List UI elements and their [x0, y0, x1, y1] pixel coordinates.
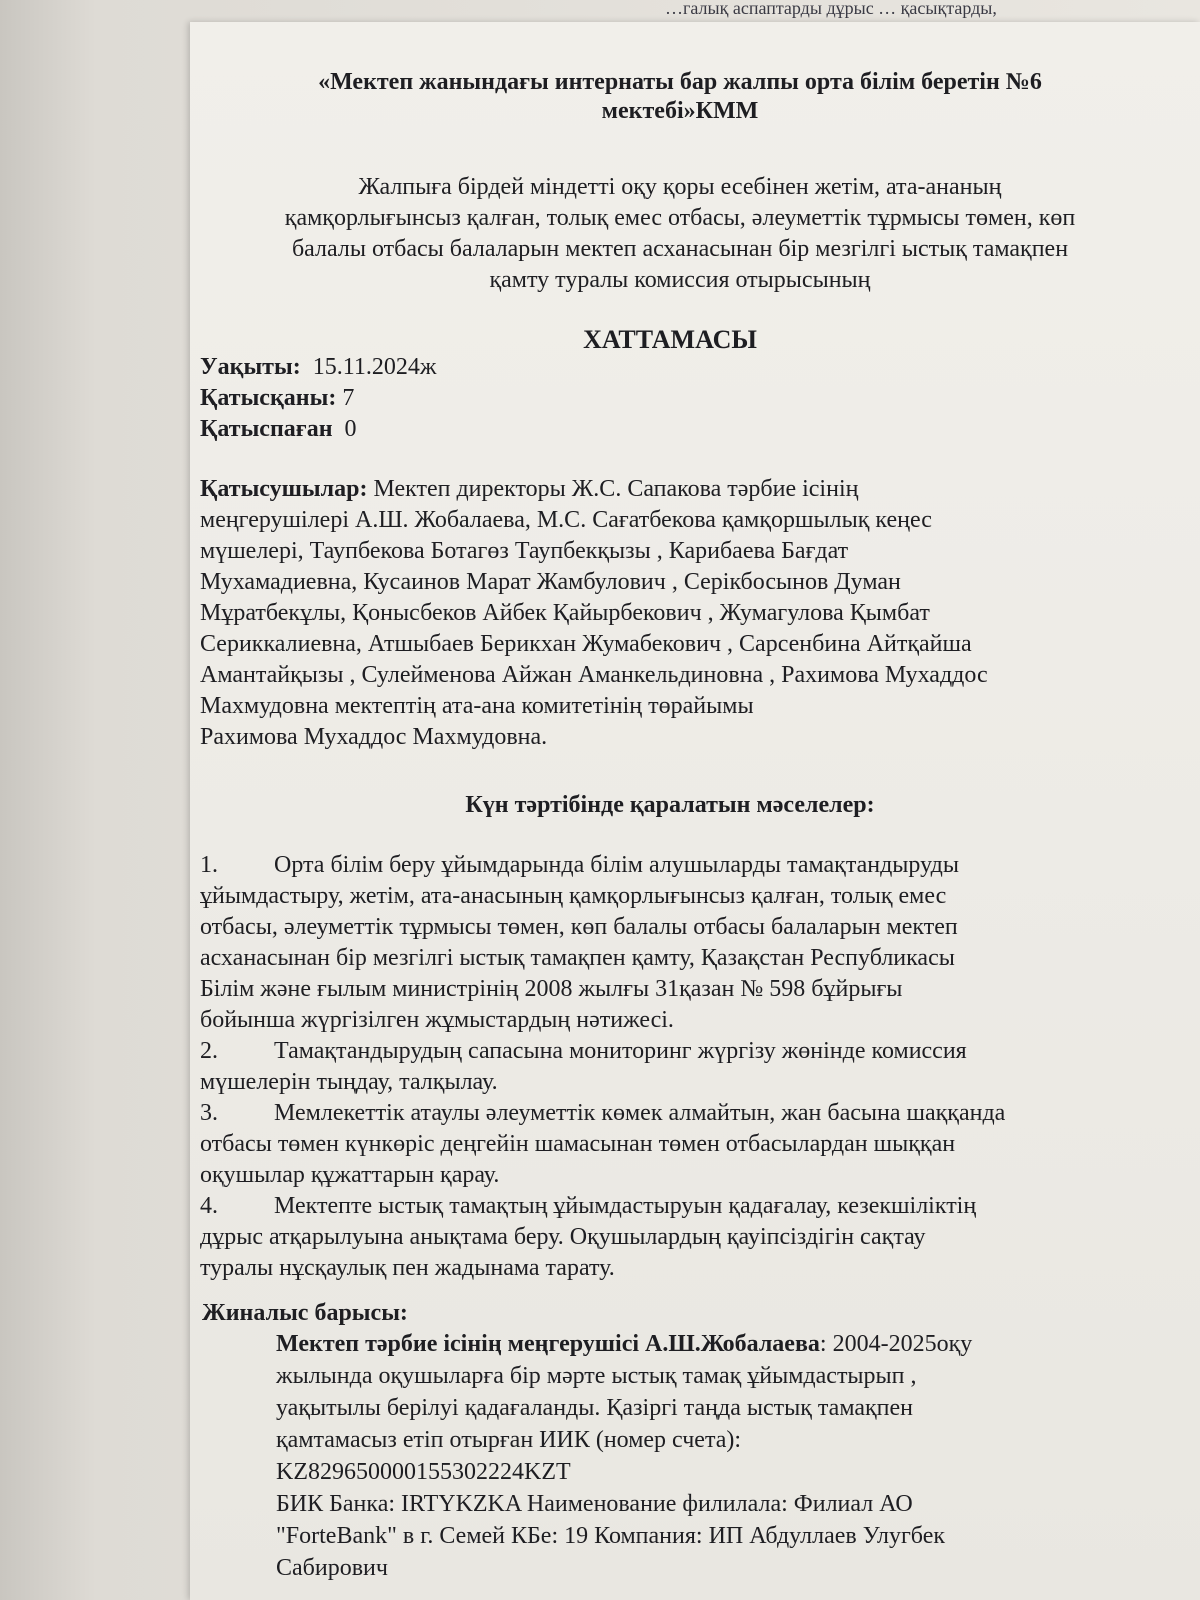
agenda-item-4: 4. Мектепте ыстық тамақтың ұйымдастыруын қадағалау, кезекшіліктің дұрыс атқарылуына анықтама беру. Оқушылардың қауіпсіздігін сақтау туралы нұсқаулық пен жадынама тарату. [200, 1193, 977, 1281]
agenda-list [200, 850, 1140, 1284]
document-subtitle: Жалпыға бірдей міндетті оқу қоры есебінен жетім, ата-ананың қамқорлығынсыз қалған, толық емес отбасы, әлеуметтік тұрмысы төмен, көп балалы отбасы балаларын мектеп асханасынан бір мезгілгі ыстық тамақпен қамту туралы комиссия отырысының [284, 174, 1076, 293]
participants-label: Қатысушылар: [200, 476, 368, 502]
agenda-title: Күн тәртібінде қаралатын мәселелер: [465, 792, 875, 818]
meta-absent: Қатыспаған 0 [200, 416, 357, 442]
participants: Қатысушылар: Мектеп директоры Ж.С. Сапакова тәрбие ісінің меңгерушілері А.Ш. Жобалаева, М.С. Сағатбекова қамқоршылық кеңес мүшелері, Таупбекова Ботагөз Таупбекқызы , Карибаева Бағдат Мухамадиевна, Кусаинов Марат Жамбулович , Серікбосынов Думан Мұратбекұлы, Қонысбеков Айбек Қайырбекович , Жумагулова Қымбат Сериккалиевна, Атшыбаев Берикхан Жумабекович , Сарсенбина Айтқайша Амантайқызы , Сулейменова Айжан Аманкельдиновна , Рахимова Мухаддос Махмудовна мектептің ата-ана комитетінің төрайымы Рахимова Мухаддос Махмудовна. [200, 476, 988, 750]
previous-page-text: …галық аспаптарды дұрыс … қасықтарды, [665, 0, 997, 18]
iik-number: KZ829650000155302224KZT [276, 1459, 571, 1485]
document-page [190, 22, 1200, 1600]
meta-date: Уақыты: 15.11.2024ж [200, 354, 437, 380]
school-name: «Мектеп жанындағы интернаты бар жалпы орта білім беретін №6 мектебі»КММ [318, 69, 1042, 124]
meta-present: Қатысқаны: 7 [200, 385, 355, 411]
meeting-title: Жиналыс барысы: [202, 1300, 408, 1326]
agenda-item-3: 3. Мемлекеттік атаулы әлеуметтік көмек алмайтын, жан басына шаққанда отбасы төмен күнкөріс деңгейін шамасынан төмен отбасылардан шыққан оқушылар құжаттарын қарау. [200, 1100, 1006, 1188]
meeting-body: Мектеп тәрбие ісінің меңгерушісі А.Ш.Жобалаева: 2004-2025оқу жылында оқушыларға бір мәрте ыстық тамақ ұйымдастырып , уақытылы берілуі қадағаланды. Қазіргі таңда ыстық тамақпен қамтамасыз етіп отырған ИИК (номер счета): KZ829650000155302224KZT БИК Банка: IRTYKZKA Наименование филилала: Филиал АО "ForteBank" в г. Семей КБе: 19 Компания: ИП Абдуллаев Улугбек Сабирович [276, 1328, 1136, 1584]
main-title: ХАТТАМАСЫ [583, 325, 757, 354]
agenda-item-1: 1. Орта білім беру ұйымдарында білім алушыларды тамақтандыруды ұйымдастыру, жетім, ата-анасының қамқорлығынсыз қалған, толық емес отбасы, әлеуметтік тұрмысы төмен, көп балалы отбасы балаларын мектеп асханасынан бір мезгілгі ыстық тамақпен қамту, Қазақстан Республикасы Білім және ғылым министрінің 2008 жылғы 31қазан № 598 бұйрығы бойынша жүргізілген жұмыстардың нәтижесі. [200, 852, 959, 1033]
agenda-item-2: 2. Тамақтандырудың сапасына мониторинг жүргізу жөнінде комиссия мүшелерін тыңдау, талқылау. [200, 1038, 967, 1095]
speaker-name: Мектеп тәрбие ісінің меңгерушісі А.Ш.Жобалаева [276, 1331, 820, 1357]
